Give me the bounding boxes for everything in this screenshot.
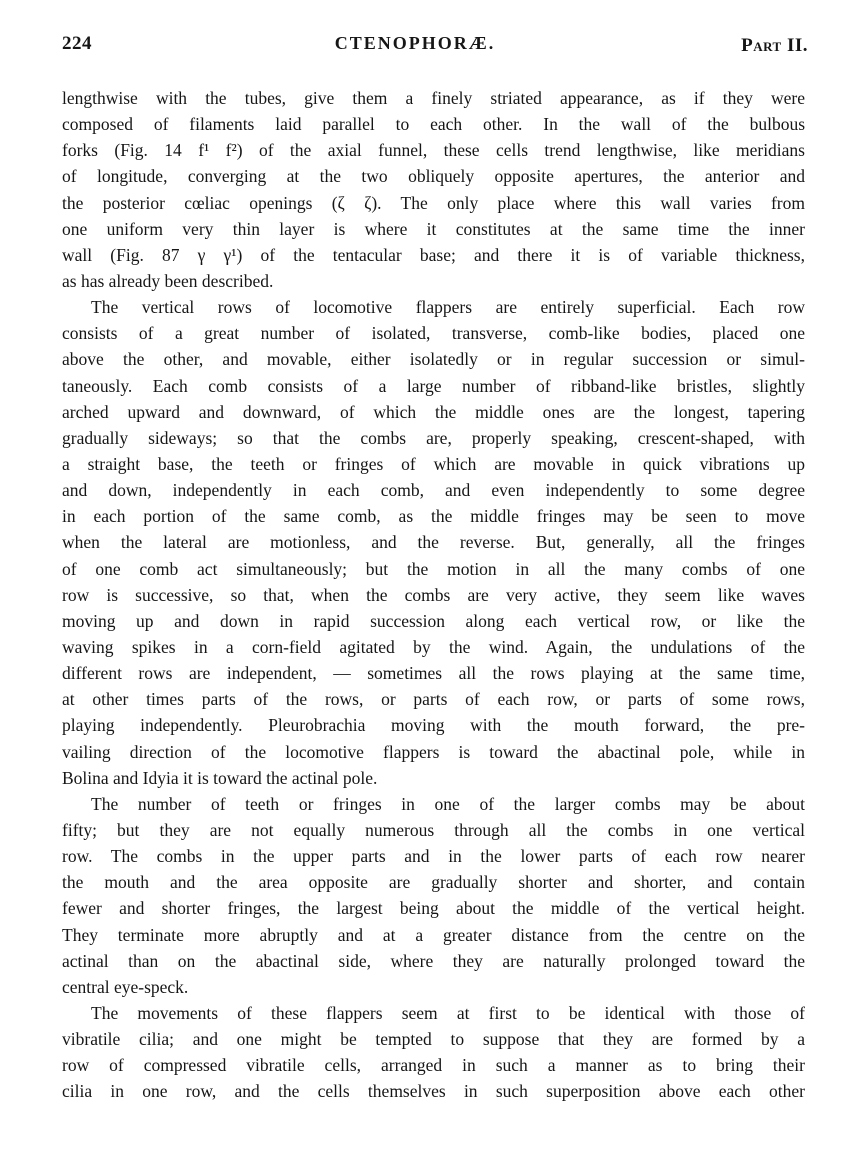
text-line: moving up and down in rapid succession along each vertical row, or like the (62, 610, 805, 631)
text-line: row is successive, so that, when the combs are very active, they seem like waves (62, 584, 805, 605)
page-number: 224 (62, 33, 92, 54)
text-line: above the other, and movable, either isolatedly or in regular succession or simul- (62, 349, 805, 370)
text-line: and down, independently in each comb, and even independently to some degree (62, 480, 805, 501)
body-text (62, 85, 805, 1104)
text-line: the posterior cœliac openings (ζ ζ). The only place where this wall varies from (62, 192, 805, 213)
text-line: of one comb act simultaneously; but the motion in all the many combs of one (62, 558, 805, 579)
text-line: wall (Fig. 87 γ γ¹) of the tentacular base; and there it is of variable thickness, (62, 244, 805, 265)
text-line: The movements of these flappers seem at first to be identical with those of (91, 1002, 805, 1023)
text-line: lengthwise with the tubes, give them a finely striated appearance, as if they were (62, 88, 805, 108)
paragraph-locomotive-flappers (62, 294, 805, 791)
text-line: Bolina and Idyia it is toward the actinal pole. (62, 767, 378, 788)
text-line: gradually sideways; so that the combs are, properly speaking, crescent-shaped, with (62, 427, 805, 448)
text-line: vibratile cilia; and one might be tempted to suppose that they are formed by a (62, 1029, 805, 1050)
text-line: different rows are independent, — sometimes all the rows playing at the same time, (62, 663, 805, 684)
text-line: the mouth and the area opposite are gradually shorter and shorter, and contain (62, 872, 805, 893)
text-line: playing independently. Pleurobrachia moving with the mouth forward, the pre- (62, 715, 805, 736)
text-line: arched upward and downward, of which the middle ones are the longest, tapering (62, 401, 805, 422)
text-line: as has already been described. (62, 270, 274, 291)
text-line: cilia in one row, and the cells themselves in such superposition above each other (62, 1081, 805, 1102)
text-line: fifty; but they are not equally numerous through all the combs in one vertical (62, 819, 805, 840)
text-line: row. The combs in the upper parts and in the lower parts of each row nearer (62, 846, 805, 867)
text-line: forks (Fig. 14 f¹ f²) of the axial funnel, these cells trend lengthwise, like meridians (62, 140, 805, 161)
text-line: consists of a great number of isolated, transverse, comb-like bodies, placed one (62, 323, 805, 344)
text-line: in each portion of the same comb, as the middle fringes may be seen to move (62, 506, 805, 527)
running-title: CTENOPHORÆ. (334, 33, 496, 53)
text-line: composed of filaments laid parallel to each other. In the wall of the bulbous (62, 114, 805, 135)
paragraph-movements (62, 1000, 805, 1105)
text-line: The vertical rows of locomotive flappers are entirely superficial. Each row (91, 297, 805, 318)
text-line: a straight base, the teeth or fringes of which are movable in quick vibrations up (62, 453, 805, 474)
text-line: waving spikes in a corn-field agitated by the wind. Again, the undulations of the (62, 636, 805, 657)
part-label: Part II. (741, 35, 808, 56)
paragraph-number-of-teeth (62, 791, 805, 1000)
text-line: actinal than on the abactinal side, where they are naturally prolonged toward the (62, 950, 805, 971)
text-line: They terminate more abruptly and at a greater distance from the centre on the (62, 924, 805, 945)
text-line: fewer and shorter fringes, the largest being about the middle of the vertical height. (62, 898, 805, 919)
text-line: central eye-speck. (62, 976, 189, 997)
text-line: taneously. Each comb consists of a large number of ribband-like bristles, slightly (62, 375, 805, 396)
text-line: of longitude, converging at the two obliquely opposite apertures, the anterior and (62, 166, 805, 187)
text-line: at other times parts of the rows, or parts of each row, or parts of some rows, (62, 689, 805, 710)
paragraph-continuation (62, 85, 805, 294)
text-line: when the lateral are motionless, and the reverse. But, generally, all the fringes (62, 532, 805, 553)
text-line: The number of teeth or fringes in one of the larger combs may be about (91, 793, 805, 814)
text-line: row of compressed vibratile cells, arranged in such a manner as to bring their (62, 1055, 805, 1076)
text-line: one uniform very thin layer is where it constitutes at the same time the inner (62, 218, 805, 239)
text-line: vailing direction of the locomotive flappers is toward the abactinal pole, while in (62, 741, 805, 762)
running-head (62, 33, 808, 63)
